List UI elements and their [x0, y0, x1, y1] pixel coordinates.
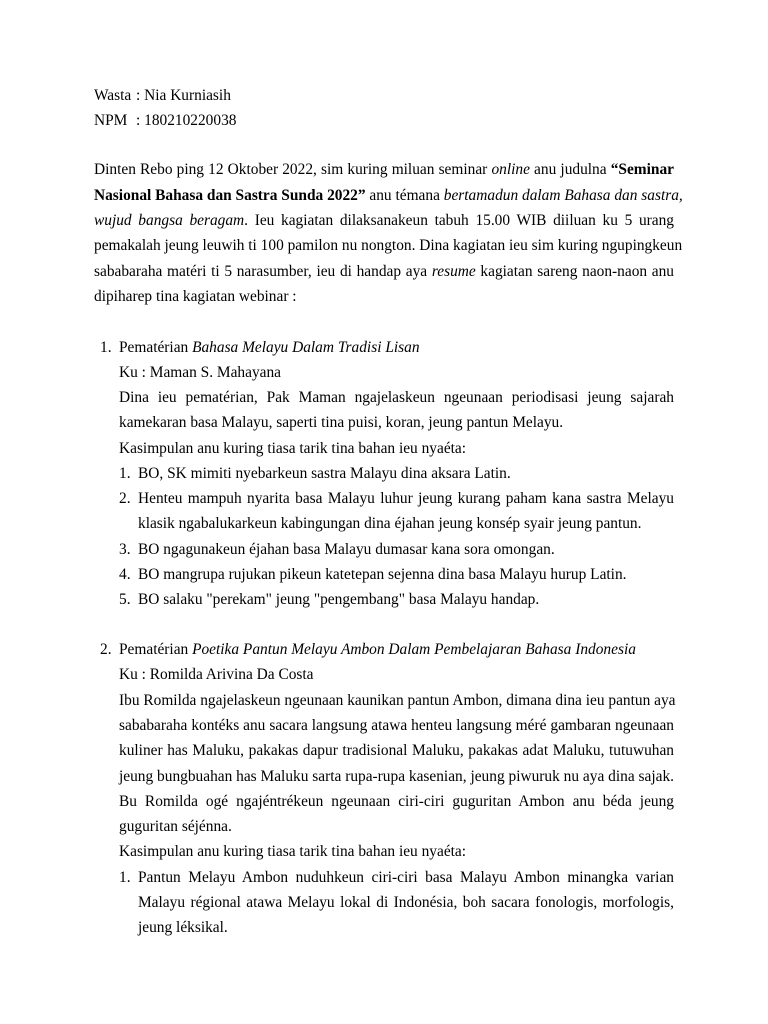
section-1-number: 1. — [100, 339, 112, 356]
section-2-title: Pematérian Poetika Pantun Melayu Ambon Dalam Pembelajaran Bahasa Indonesia — [119, 641, 636, 658]
s1-point-2-text-line-1: Henteu mampuh nyarita basa Malayu luhur jeung kurang paham kana sastra Melayu — [138, 490, 674, 507]
s1-point-3-number: 3. — [119, 541, 131, 558]
s2-point-1-text-line-3: jeung léksikal. — [138, 919, 228, 936]
s1-point-2-number: 2. — [119, 490, 131, 507]
s1-point-4-number: 4. — [119, 566, 131, 583]
npm-label: NPM — [94, 112, 128, 129]
s1-point-1-number: 1. — [119, 465, 131, 482]
section-2-desc-line-1: Ibu Romilda ngajelaskeun ngeunaan kaunikan pantun Ambon, dimana dina ieu pantun aya — [119, 692, 676, 709]
section-1-desc-line-1: Dina ieu pematérian, Pak Maman ngajelaskeun ngeunaan periodisasi jeung sajarah — [119, 389, 674, 406]
npm-value: : 180210220038 — [136, 112, 237, 129]
intro-line-1: Dinten Rebo ping 12 Oktober 2022, sim kuring miluan seminar online anu judulna “Seminar — [94, 161, 674, 178]
s1-point-4-text: BO mangrupa rujukan pikeun katetepan sejenna dina basa Malayu hurup Latin. — [138, 566, 627, 583]
section-2-conclusion: Kasimpulan anu kuring tiasa tarik tina bahan ieu nyaéta: — [119, 843, 467, 860]
intro-line-3: wujud bangsa beragam. Ieu kagiatan dilaksanakeun tabuh 15.00 WIB diiluan ku 5 urang — [94, 212, 674, 229]
intro-line-5: sababaraha matéri ti 5 narasumber, ieu di handap aya resume kagiatan sareng naon-naon anu — [94, 263, 675, 280]
section-2-desc-line-3: kuliner has Maluku, pakakas dapur tradisional Maluku, pakakas adat Maluku, tutuwuhan — [119, 742, 674, 759]
section-1-conclusion: Kasimpulan anu kuring tiasa tarik tina bahan ieu nyaéta: — [119, 440, 467, 457]
s1-point-3-text: BO ngagunakeun éjahan basa Malayu dumasar kana sora omongan. — [138, 541, 555, 558]
s2-point-1-text-line-2: Malayu régional atawa Melayu lokal di Indonésia, boh sacara fonologis, morfologis, — [138, 894, 674, 911]
name-value: : Nia Kurniasih — [136, 87, 231, 104]
section-2-desc-line-4: jeung bungbuahan has Maluku sarta rupa-rupa kasenian, jeung piwuruk nu aya dina sajak. — [119, 768, 674, 785]
s1-point-1-text: BO, SK mimiti nyebarkeun sastra Malayu dina aksara Latin. — [138, 465, 511, 482]
section-2-speaker: Ku : Romilda Arivina Da Costa — [119, 666, 314, 683]
s1-point-2-text-line-2: klasik ngabalukarkeun kabingungan dina éjahan jeung konsép syair jeung pantun. — [138, 515, 642, 532]
section-1-desc-line-2: kamekaran basa Malayu, saperti tina puisi, koran, jeung pantun Melayu. — [119, 414, 564, 431]
s2-point-1-number: 1. — [119, 869, 131, 886]
s1-point-5-number: 5. — [119, 591, 131, 608]
name-label: Wasta — [94, 87, 132, 104]
section-2-number: 2. — [100, 641, 112, 658]
section-2-desc-line-5: Bu Romilda ogé ngajéntrékeun ngeunaan ciri-ciri guguritan Ambon anu béda jeung — [119, 793, 674, 810]
s2-point-1-text-line-1: Pantun Melayu Ambon nuduhkeun ciri-ciri basa Malayu Ambon minangka varian — [138, 869, 674, 886]
intro-line-2: Nasional Bahasa dan Sastra Sunda 2022” anu témana bertamadun dalam Bahasa dan sastra, — [94, 187, 683, 204]
section-2-desc-line-6: guguritan séjénna. — [119, 818, 232, 835]
intro-line-4: pemakalah jeung leuwih ti 100 pamilon nu nongton. Dina kagiatan ieu sim kuring ngupingkeun — [94, 237, 683, 254]
section-1-title: Pematérian Bahasa Melayu Dalam Tradisi Lisan — [119, 339, 420, 356]
section-2-desc-line-2: sababaraha kontéks anu sacara langsung atawa henteu langsung méré gambaran ngeunaan — [119, 717, 674, 734]
section-1-speaker: Ku : Maman S. Mahayana — [119, 364, 281, 381]
s1-point-5-text: BO salaku "perekam" jeung "pengembang" basa Malayu handap. — [138, 591, 540, 608]
intro-line-6: dipiharep tina kagiatan webinar : — [94, 288, 297, 305]
